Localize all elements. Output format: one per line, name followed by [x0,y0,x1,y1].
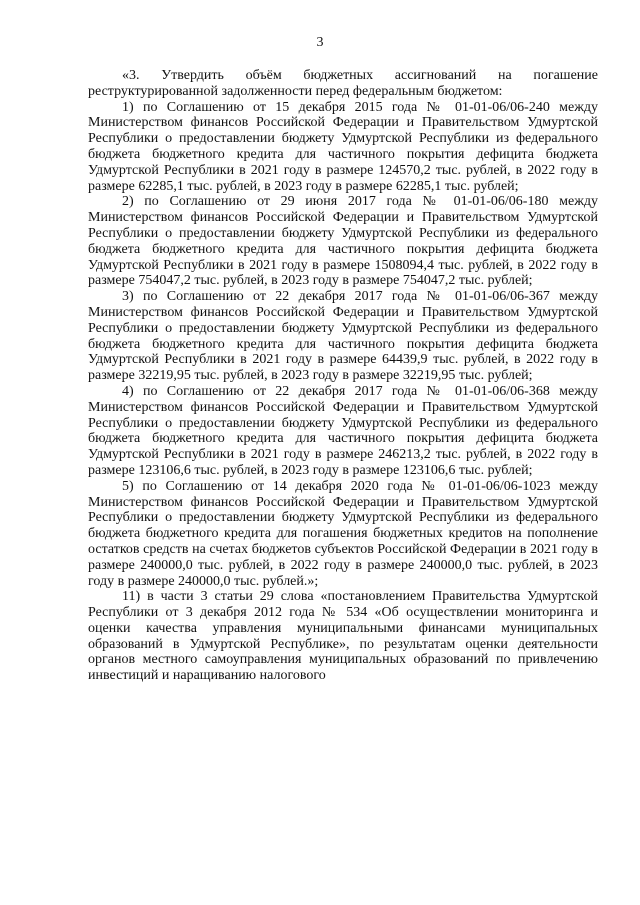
paragraph-item-11: 11) в части 3 статьи 29 слова «постановлением Правительства Удмуртской Республики от 3 декабря 2012 года № 534 «Об осуществлении мониторинга и оценки качества управления муниципальными финансами муниципальных образований в Удмуртской Республике», по результатам оценки деятельности органов местного самоуправления муниципальных образований по привлечению инвестиций и наращиванию налогового [88,589,598,684]
document-body [88,68,598,684]
paragraph-item-1: 1) по Соглашению от 15 декабря 2015 года № 01-01-06/06-240 между Министерством финансов Российской Федерации и Правительством Удмуртской Республики о предоставлении бюджету Удмуртской Республики из федерального бюджета бюджетного кредита для частичного покрытия дефицита бюджета Удмуртской Республики в 2021 году в размере 124570,2 тыс. рублей, в 2022 году в размере 62285,1 тыс. рублей, в 2023 году в размере 62285,1 тыс. рублей; [88,99,598,194]
paragraph-intro: «3. Утвердить объём бюджетных ассигнований на погашение реструктурированной задолженности перед федеральным бюджетом: [88,68,598,99]
paragraph-item-5: 5) по Соглашению от 14 декабря 2020 года № 01-01-06/06-1023 между Министерством финансов Российской Федерации и Правительством Удмуртской Республики о предоставлении бюджету Удмуртской Республики из федерального бюджета бюджетного кредита для погашения бюджетных кредитов на пополнение остатков средств на счетах бюджетов субъектов Российской Федерации в 2021 году в размере 240000,0 тыс. рублей, в 2022 году в размере 240000,0 тыс. рублей, в 2023 году в размере 240000,0 тыс. рублей.»; [88,478,598,589]
paragraph-item-3: 3) по Соглашению от 22 декабря 2017 года № 01-01-06/06-367 между Министерством финансов Российской Федерации и Правительством Удмуртской Республики о предоставлении бюджету Удмуртской Республики из федерального бюджета бюджетного кредита для частичного покрытия дефицита бюджета Удмуртской Республики в 2021 году в размере 64439,9 тыс. рублей, в 2022 году в размере 32219,95 тыс. рублей, в 2023 году в размере 32219,95 тыс. рублей; [88,289,598,384]
paragraph-item-2: 2) по Соглашению от 29 июня 2017 года № 01-01-06/06-180 между Министерством финансов Российской Федерации и Правительством Удмуртской Республики о предоставлении бюджету Удмуртской Республики из федерального бюджета бюджетного кредита для частичного покрытия дефицита бюджета Удмуртской Республики в 2021 году в размере 1508094,4 тыс. рублей, в 2022 году в размере 754047,2 тыс. рублей, в 2023 году в размере 754047,2 тыс. рублей; [88,194,598,289]
paragraph-item-4: 4) по Соглашению от 22 декабря 2017 года № 01-01-06/06-368 между Министерством финансов Российской Федерации и Правительством Удмуртской Республики о предоставлении бюджету Удмуртской Республики из федерального бюджета бюджетного кредита для частичного покрытия дефицита бюджета Удмуртской Республики в 2021 году в размере 246213,2 тыс. рублей, в 2022 году в размере 123106,6 тыс. рублей, в 2023 году в размере 123106,6 тыс. рублей; [88,383,598,478]
page-number: 3 [316,35,324,50]
